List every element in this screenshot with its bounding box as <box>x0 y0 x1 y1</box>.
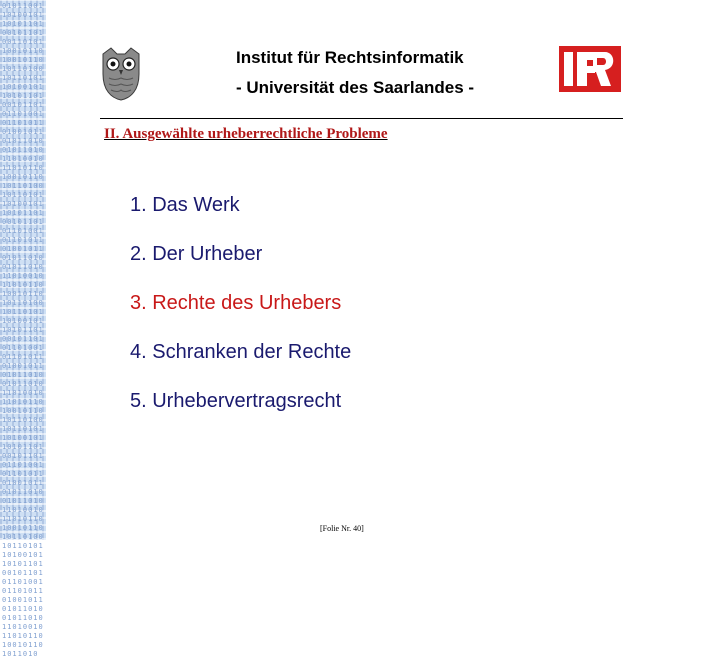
university-subtitle: - Universität des Saarlandes - <box>236 78 475 97</box>
toc-item-urhebervertragsrecht: 5. Urhebervertragsrecht <box>130 390 342 412</box>
institute-title: Institut für Rechtsinformatik <box>236 48 464 67</box>
toc-item-der-urheber: 2. Der Urheber <box>130 243 263 265</box>
toc-item-schranken-der-rechte: 4. Schranken der Rechte <box>130 341 352 363</box>
header-divider <box>100 118 623 119</box>
table-of-contents <box>130 192 351 437</box>
slide-number: [Folie Nr. 40] <box>320 524 364 533</box>
toc-item-das-werk: 1. Das Werk <box>130 194 240 216</box>
toc-item-rechte-des-urhebers: 3. Rechte des Urhebers <box>130 292 342 314</box>
ifr-logo-icon <box>559 46 621 92</box>
university-owl-seal-icon <box>97 44 145 102</box>
decorative-side-strip <box>0 0 46 658</box>
section-title: II. Ausgewählte urheberrechtliche Probleme <box>104 126 388 142</box>
binary-pattern: 0101100110100101101011010010110100110101100101101001011010110100101101011010010110101101001011010110100101101011010010110101101001011010110100101101011010010110101101001011010110100101101011010010110101101001011010110100101101011010010110101101001011010110100101101011010010110101101001011010110100101101011010010110101101001011010110100101101011010010110101101001011010110100101101011010010110101101001011010110100101101011010010110101101001011010110100101101011010010110101101001011010110100101101011010010110101101001011010110100101101011010010110101101001011010110100101101011010 <box>2 2 44 658</box>
